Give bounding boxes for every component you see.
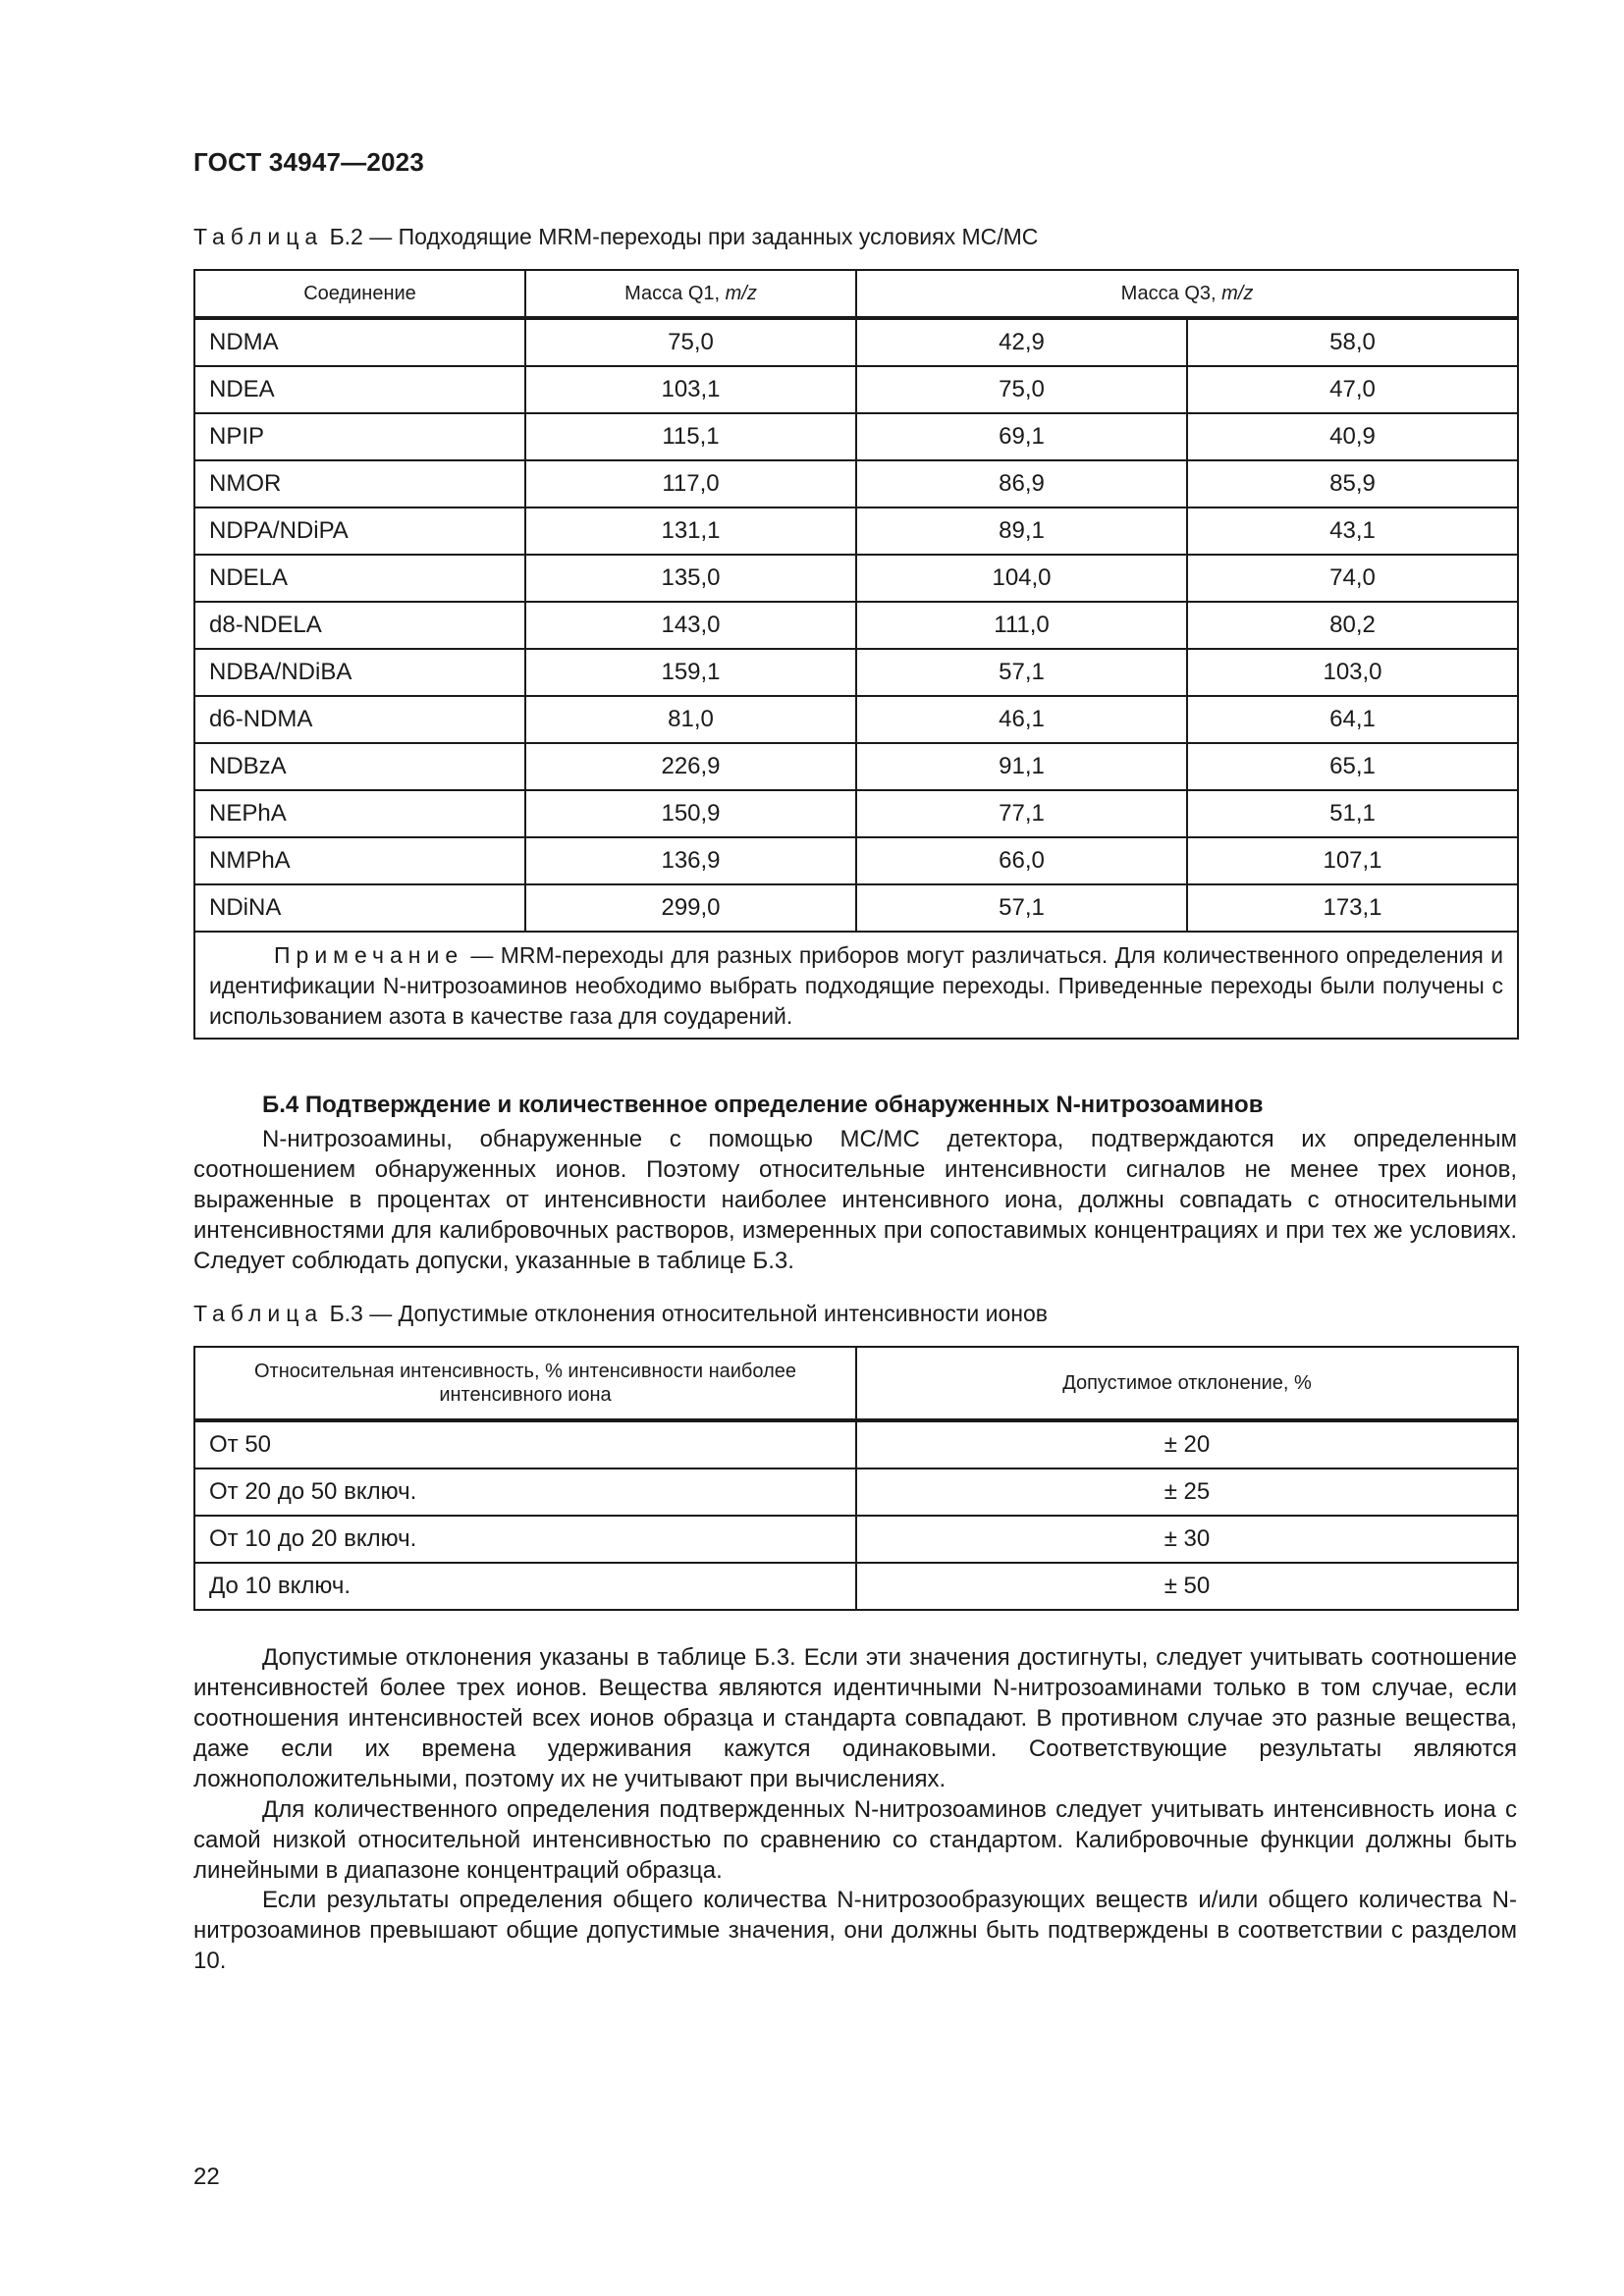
- cell-q3a: 89,1: [856, 507, 1187, 555]
- cell-q1: 103,1: [525, 366, 856, 413]
- table-row: [194, 1420, 1518, 1468]
- cell-q3a: 42,9: [856, 318, 1187, 366]
- cell-q3a: 91,1: [856, 743, 1187, 790]
- cell-q1: 117,0: [525, 460, 856, 507]
- cell-q3b: 85,9: [1187, 460, 1518, 507]
- cell-q1: 299,0: [525, 884, 856, 932]
- cell-q3a: 69,1: [856, 413, 1187, 460]
- table-b3: [193, 1346, 1519, 1611]
- cell-range: От 20 до 50 включ.: [194, 1468, 856, 1516]
- cell-range: До 10 включ.: [194, 1563, 856, 1610]
- table-b2-header-row: [194, 270, 1518, 318]
- table-b2-note: [194, 932, 1518, 1039]
- cell-deviation: ± 50: [856, 1563, 1518, 1610]
- table-row: [194, 790, 1518, 837]
- table-note-row: [194, 932, 1518, 1039]
- cell-range: От 10 до 20 включ.: [194, 1516, 856, 1563]
- cell-q3a: 57,1: [856, 884, 1187, 932]
- note-label: Примечание: [274, 942, 464, 968]
- cell-q3b: 40,9: [1187, 413, 1518, 460]
- table-row: [194, 884, 1518, 932]
- table-row: [194, 318, 1518, 366]
- cell-q3a: 86,9: [856, 460, 1187, 507]
- table-b2-caption: [193, 224, 1038, 250]
- cell-compound: d6-NDMA: [194, 696, 525, 743]
- header-q1: [525, 270, 856, 318]
- table-row: [194, 1516, 1518, 1563]
- section-b4-title: Б.4 Подтверждение и количественное определение обнаруженных N-нитрозоаминов: [262, 1092, 1264, 1118]
- table-row: [194, 507, 1518, 555]
- cell-q3b: 173,1: [1187, 884, 1518, 932]
- cell-q3a: 46,1: [856, 696, 1187, 743]
- cell-compound: NDELA: [194, 555, 525, 602]
- cell-q3b: 65,1: [1187, 743, 1518, 790]
- cell-q1: 81,0: [525, 696, 856, 743]
- cell-compound: NDMA: [194, 318, 525, 366]
- cell-compound: NDPA/NDiPA: [194, 507, 525, 555]
- cell-compound: NDiNA: [194, 884, 525, 932]
- cell-q3b: 47,0: [1187, 366, 1518, 413]
- header-compound: Соединение: [194, 270, 525, 318]
- cell-compound: NDBA/NDiBA: [194, 649, 525, 696]
- cell-q3b: 103,0: [1187, 649, 1518, 696]
- table-row: [194, 555, 1518, 602]
- cell-deviation: ± 25: [856, 1468, 1518, 1516]
- cell-deviation: ± 30: [856, 1516, 1518, 1563]
- table-b2-caption-label: Таблица: [193, 224, 324, 249]
- cell-q1: 226,9: [525, 743, 856, 790]
- table-row: [194, 696, 1518, 743]
- cell-range: От 50: [194, 1420, 856, 1468]
- cell-q1: 131,1: [525, 507, 856, 555]
- table-row: [194, 413, 1518, 460]
- cell-q3b: 43,1: [1187, 507, 1518, 555]
- table-b3-header-row: [194, 1347, 1518, 1420]
- cell-q1: 150,9: [525, 790, 856, 837]
- header-q3-unit: m/z: [1221, 282, 1254, 304]
- cell-q3b: 64,1: [1187, 696, 1518, 743]
- table-row: [194, 366, 1518, 413]
- cell-q1: 143,0: [525, 602, 856, 649]
- cell-q3b: 107,1: [1187, 837, 1518, 884]
- table-row: [194, 837, 1518, 884]
- cell-compound: NDBzA: [194, 743, 525, 790]
- table-row: [194, 1468, 1518, 1516]
- table-b3-caption-label: Таблица: [193, 1301, 324, 1326]
- cell-q3a: 75,0: [856, 366, 1187, 413]
- table-b2: [193, 269, 1519, 1040]
- header-q3-label: Масса Q3,: [1120, 282, 1217, 304]
- cell-compound: NPIP: [194, 413, 525, 460]
- header-intensity: Относительная интенсивность, % интенсивности наиболее интенсивного иона: [194, 1347, 856, 1420]
- table-b3-caption-text: Б.3 — Допустимые отклонения относительной интенсивности ионов: [329, 1301, 1048, 1326]
- table-b3-caption: [193, 1301, 1048, 1327]
- paragraph-3: Если результаты определения общего количества N-нитрозообразующих веществ и/или общего количества N-нитрозоаминов превышают общие допустимые значения, они должны быть подтверждены в соответствии с разделом 10.: [193, 1887, 1517, 1974]
- cell-q3b: 58,0: [1187, 318, 1518, 366]
- cell-q1: 135,0: [525, 555, 856, 602]
- table-row: [194, 649, 1518, 696]
- table-row: [194, 1563, 1518, 1610]
- cell-q1: 75,0: [525, 318, 856, 366]
- cell-q3b: 51,1: [1187, 790, 1518, 837]
- cell-deviation: ± 20: [856, 1420, 1518, 1468]
- cell-q3b: 74,0: [1187, 555, 1518, 602]
- cell-q3a: 57,1: [856, 649, 1187, 696]
- cell-compound: d8-NDELA: [194, 602, 525, 649]
- header-q1-label: Масса Q1,: [624, 282, 721, 304]
- cell-q1: 136,9: [525, 837, 856, 884]
- table-b2-caption-text: Б.2 — Подходящие MRM-переходы при заданных условиях МС/МС: [329, 224, 1039, 249]
- section-b4-paragraph: N-нитрозоамины, обнаруженные с помощью МС/МС детектора, подтверждаются их определенным соотношением обнаруженных ионов. Поэтому относительные интенсивности сигналов не менее трех ионов, выраженные в процентах от интенсивности наиболее интенсивного иона, должны совпадать с относительными интенсивностями для калибровочных растворов, измеренных при сопоставимых концентрациях и при тех же условиях. Следует соблюдать допуски, указанные в таблице Б.3.: [193, 1126, 1517, 1274]
- cell-compound: NMPhA: [194, 837, 525, 884]
- cell-q1: 159,1: [525, 649, 856, 696]
- cell-q3b: 80,2: [1187, 602, 1518, 649]
- header-q3: [856, 270, 1518, 318]
- paragraph-1: Допустимые отклонения указаны в таблице Б.3. Если эти значения достигнуты, следует учитывать соотношение интенсивностей более трех ионов. Вещества являются идентичными N-нитрозоаминами только в том случае, если соотношения интенсивностей всех ионов образца и стандарта совпадают. В противном случае это разные вещества, даже если их времена удерживания кажутся одинаковыми. Соответствующие результаты являются ложноположительными, поэтому их не учитывают при вычислениях.: [193, 1644, 1517, 1792]
- document-header: ГОСТ 34947—2023: [193, 147, 424, 177]
- cell-q3a: 77,1: [856, 790, 1187, 837]
- cell-compound: NDEA: [194, 366, 525, 413]
- cell-q3a: 66,0: [856, 837, 1187, 884]
- header-deviation: Допустимое отклонение, %: [856, 1347, 1518, 1420]
- cell-compound: NMOR: [194, 460, 525, 507]
- cell-q1: 115,1: [525, 413, 856, 460]
- cell-compound: NEPhA: [194, 790, 525, 837]
- header-q1-unit: m/z: [725, 282, 757, 304]
- paragraph-2: Для количественного определения подтвержденных N-нитрозоаминов следует учитывать интенсивность иона с самой низкой относительной интенсивностью по сравнению со стандартом. Калибровочные функции должны быть линейными в диапазоне концентраций образца.: [193, 1796, 1517, 1884]
- table-row: [194, 602, 1518, 649]
- table-row: [194, 460, 1518, 507]
- note-text: — MRM-переходы для разных приборов могут различаться. Для количественного определения и идентификации N-нитрозоаминов необходимо выбрать подходящие переходы. Приведенные переходы были получены с использованием азота в качестве газа для соударений.: [209, 942, 1503, 1029]
- table-row: [194, 743, 1518, 790]
- cell-q3a: 111,0: [856, 602, 1187, 649]
- page-number: 22: [193, 2163, 220, 2190]
- cell-q3a: 104,0: [856, 555, 1187, 602]
